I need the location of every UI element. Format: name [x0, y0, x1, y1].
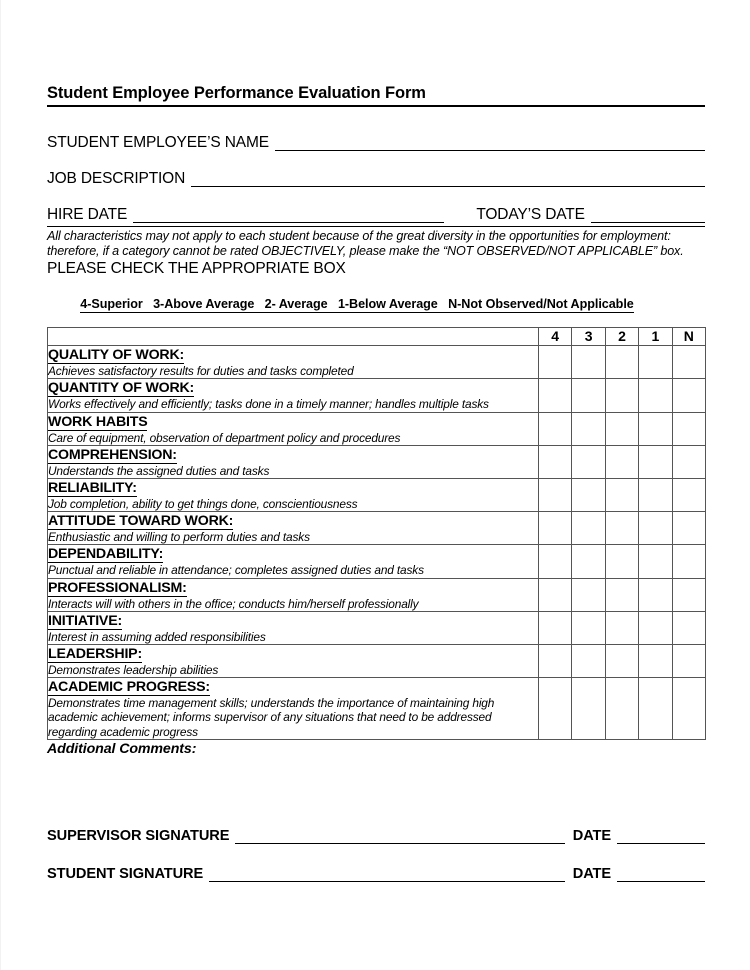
rating-checkbox-cell-4[interactable]: [539, 578, 572, 611]
signature-label-supervisor: SUPERVISOR SIGNATURE: [47, 827, 230, 844]
signature-date-label-student: DATE: [572, 865, 611, 882]
instructions-line-1: All characteristics may not apply to each student because of the great diversity in the opportunities for employment:: [47, 229, 671, 243]
evaluation-table: [47, 327, 706, 740]
rating-checkbox-cell-1[interactable]: [639, 346, 672, 379]
rating-checkbox-cell-2[interactable]: [605, 611, 638, 644]
rating-checkbox-cell-3[interactable]: [572, 346, 605, 379]
field-date-row: [47, 206, 705, 223]
criterion-title: ACADEMIC PROGRESS:: [48, 679, 210, 696]
rating-checkbox-cell-1[interactable]: [639, 479, 672, 512]
signature-input-supervisor[interactable]: [235, 831, 564, 844]
rating-checkbox-cell-n[interactable]: [672, 479, 705, 512]
criterion-cell: [48, 479, 539, 512]
rating-checkbox-cell-n[interactable]: [672, 346, 705, 379]
rating-checkbox-cell-4[interactable]: [539, 678, 572, 740]
header-rating-2: 2: [605, 328, 638, 346]
rating-checkbox-cell-4[interactable]: [539, 479, 572, 512]
table-row: [48, 578, 706, 611]
criterion-cell: [48, 545, 539, 578]
rating-checkbox-cell-3[interactable]: [572, 445, 605, 478]
criterion-description: Works effectively and efficiently; tasks done in a timely manner; handles multiple tasks: [48, 397, 489, 412]
criterion-description: Enthusiastic and willing to perform duties and tasks: [48, 530, 310, 545]
criterion-title: DEPENDABILITY:: [48, 546, 164, 563]
evaluation-table-body: [48, 346, 706, 740]
rating-checkbox-cell-1[interactable]: [639, 512, 672, 545]
signature-label-student: STUDENT SIGNATURE: [47, 865, 204, 882]
rating-checkbox-cell-n[interactable]: [672, 445, 705, 478]
table-row: [48, 445, 706, 478]
rating-checkbox-cell-4[interactable]: [539, 611, 572, 644]
criterion-cell: [48, 346, 539, 379]
signature-row-supervisor: [47, 828, 705, 844]
field-label-job-description: JOB DESCRIPTION: [47, 170, 186, 187]
criterion-cell: [48, 578, 539, 611]
table-row: [48, 379, 706, 412]
criterion-description: Demonstrates time management skills; understands the importance of maintaining high academic achievement; informs supervisor of any situations that need to be addressed regarding academic progress: [48, 696, 495, 739]
rating-checkbox-cell-2[interactable]: [605, 412, 638, 445]
signature-input-student[interactable]: [209, 869, 565, 882]
rating-checkbox-cell-1[interactable]: [639, 578, 672, 611]
rating-checkbox-cell-2[interactable]: [605, 479, 638, 512]
form-content: [47, 84, 705, 882]
criterion-cell: [48, 379, 539, 412]
rating-checkbox-cell-1[interactable]: [639, 545, 672, 578]
rating-checkbox-cell-2[interactable]: [605, 379, 638, 412]
field-input-job-description[interactable]: [191, 173, 705, 187]
header-rating-1: 1: [639, 328, 672, 346]
criterion-cell: [48, 645, 539, 678]
rating-checkbox-cell-3[interactable]: [572, 379, 605, 412]
rating-checkbox-cell-1[interactable]: [639, 379, 672, 412]
rating-checkbox-cell-n[interactable]: [672, 545, 705, 578]
header-rating-4: 4: [539, 328, 572, 346]
table-row: [48, 678, 706, 740]
criterion-title: INITIATIVE:: [48, 612, 122, 629]
signature-date-label-supervisor: DATE: [572, 827, 611, 844]
rating-checkbox-cell-4[interactable]: [539, 412, 572, 445]
criterion-cell: [48, 512, 539, 545]
rating-checkbox-cell-n[interactable]: [672, 578, 705, 611]
rating-checkbox-cell-2[interactable]: [605, 346, 638, 379]
header-criteria-blank: [48, 328, 539, 346]
rating-checkbox-cell-3[interactable]: [572, 412, 605, 445]
rating-checkbox-cell-1[interactable]: [639, 445, 672, 478]
signature-row-student: [47, 866, 705, 882]
criterion-cell: [48, 412, 539, 445]
rating-legend-text: 4-Superior 3-Above Average 2- Average 1-Below Average N-Not Observed/Not Applicable: [80, 297, 634, 312]
criterion-cell: [48, 445, 539, 478]
field-job-description: [47, 170, 705, 187]
criterion-cell: [48, 678, 539, 740]
page-title: Student Employee Performance Evaluation Form: [47, 84, 426, 102]
rating-checkbox-cell-n[interactable]: [672, 379, 705, 412]
rating-checkbox-cell-3[interactable]: [572, 678, 605, 740]
rating-checkbox-cell-1[interactable]: [639, 611, 672, 644]
criterion-description: Demonstrates leadership abilities: [48, 663, 219, 678]
rating-checkbox-cell-2[interactable]: [605, 678, 638, 740]
evaluation-table-head: [48, 328, 706, 346]
rating-checkbox-cell-3[interactable]: [572, 611, 605, 644]
rating-checkbox-cell-4[interactable]: [539, 379, 572, 412]
rating-checkbox-cell-n[interactable]: [672, 645, 705, 678]
date-section-divider-rule: [47, 226, 705, 227]
field-label-hire-date: HIRE DATE: [47, 206, 128, 223]
rating-checkbox-cell-1[interactable]: [639, 412, 672, 445]
criterion-description: Interest in assuming added responsibilities: [48, 629, 266, 644]
signature-date-input-student[interactable]: [617, 869, 705, 882]
field-input-student-name[interactable]: [275, 137, 705, 151]
criterion-description: Achieves satisfactory results for duties and tasks completed: [48, 364, 354, 379]
field-label-student-name: STUDENT EMPLOYEE’S NAME: [47, 134, 269, 151]
page-left-edge: [0, 0, 1, 970]
table-row: [48, 611, 706, 644]
please-check-instruction: PLEASE CHECK THE APPROPRIATE BOX: [47, 260, 346, 278]
rating-checkbox-cell-4[interactable]: [539, 645, 572, 678]
signature-date-input-supervisor[interactable]: [617, 831, 705, 844]
table-row: [48, 645, 706, 678]
criterion-description: Care of equipment, observation of department policy and procedures: [48, 430, 401, 445]
table-row: [48, 545, 706, 578]
criterion-description: Job completion, ability to get things done, conscientiousness: [48, 497, 358, 511]
criterion-title: QUALITY OF WORK:: [48, 347, 185, 364]
criterion-title: ATTITUDE TOWARD WORK:: [48, 513, 234, 530]
title-underline-rule: [47, 105, 705, 107]
rating-legend: [47, 295, 667, 313]
table-row: [48, 479, 706, 512]
rating-checkbox-cell-n[interactable]: [672, 611, 705, 644]
field-input-hire-date[interactable]: [133, 209, 444, 223]
additional-comments-label: Additional Comments:: [47, 740, 197, 757]
rating-checkbox-cell-1[interactable]: [639, 678, 672, 740]
rating-checkbox-cell-3[interactable]: [572, 545, 605, 578]
table-row: [48, 346, 706, 379]
rating-checkbox-cell-2[interactable]: [605, 512, 638, 545]
criterion-title: QUANTITY OF WORK:: [48, 380, 195, 397]
criterion-title: COMPREHENSION:: [48, 446, 177, 463]
criterion-description: Punctual and reliable in attendance; completes assigned duties and tasks: [48, 563, 424, 578]
criterion-title: PROFESSIONALISM:: [48, 579, 187, 596]
rating-checkbox-cell-4[interactable]: [539, 346, 572, 379]
rating-checkbox-cell-n[interactable]: [672, 412, 705, 445]
rating-checkbox-cell-n[interactable]: [672, 512, 705, 545]
rating-checkbox-cell-2[interactable]: [605, 445, 638, 478]
table-row: [48, 412, 706, 445]
rating-checkbox-cell-n[interactable]: [672, 678, 705, 740]
criterion-title: WORK HABITS: [48, 413, 148, 430]
rating-checkbox-cell-3[interactable]: [572, 479, 605, 512]
rating-checkbox-cell-3[interactable]: [572, 578, 605, 611]
criterion-description: Understands the assigned duties and tasks: [48, 463, 270, 478]
signature-block: [47, 828, 705, 882]
rating-checkbox-cell-3[interactable]: [572, 645, 605, 678]
rating-checkbox-cell-1[interactable]: [639, 645, 672, 678]
rating-checkbox-cell-4[interactable]: [539, 545, 572, 578]
table-row: [48, 512, 706, 545]
rating-checkbox-cell-2[interactable]: [605, 545, 638, 578]
rating-checkbox-cell-4[interactable]: [539, 445, 572, 478]
table-header-row: [48, 328, 706, 346]
instructions-paragraph: [47, 229, 705, 258]
field-student-employee-name: [47, 134, 705, 151]
rating-checkbox-cell-2[interactable]: [605, 645, 638, 678]
criterion-title: LEADERSHIP:: [48, 646, 142, 663]
instructions-line-2: therefore, if a category cannot be rated OBJECTIVELY, please make the “NOT OBSERVED/NOT APPLICABLE” box.: [47, 243, 684, 258]
header-rating-3: 3: [572, 328, 605, 346]
criterion-cell: [48, 611, 539, 644]
field-label-todays-date: TODAY’S DATE: [476, 206, 585, 223]
header-rating-n: N: [672, 328, 705, 346]
criterion-description: Interacts will with others in the office; conducts him/herself professionally: [48, 596, 419, 611]
rating-checkbox-cell-2[interactable]: [605, 578, 638, 611]
rating-checkbox-cell-4[interactable]: [539, 512, 572, 545]
rating-checkbox-cell-3[interactable]: [572, 512, 605, 545]
field-input-todays-date[interactable]: [591, 209, 705, 223]
criterion-title: RELIABILITY:: [48, 480, 137, 496]
